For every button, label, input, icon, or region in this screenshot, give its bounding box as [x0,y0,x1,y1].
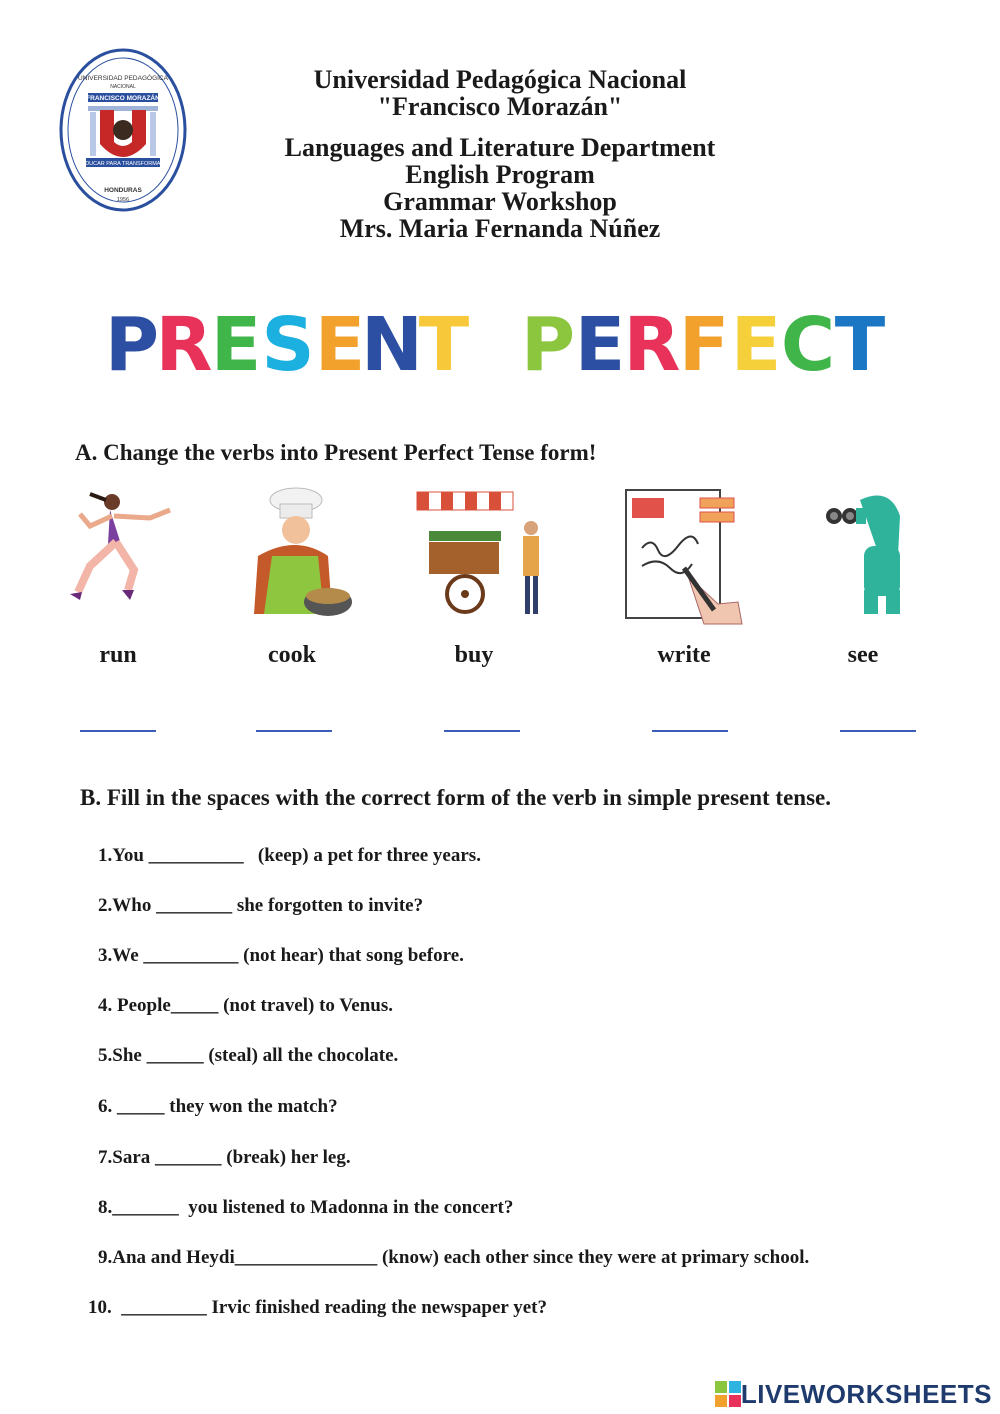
seal-name: FRANCISCO MORAZÁN [86,95,160,102]
header-line-department: Languages and Literature Department [284,133,716,162]
title-letter: R [155,302,213,388]
item-number: 10. [88,1297,112,1318]
title-letter: E [314,302,366,388]
verb-cook: cook [268,642,316,668]
title-letter: P [104,302,160,388]
exercise-item-8[interactable] [98,1197,513,1219]
item-number: 9. [98,1247,113,1268]
verb-see: see [847,642,879,668]
exercise-item-5[interactable] [98,1045,398,1067]
item-text: _______ you listened to Madonna in the concert? [112,1197,514,1218]
verb-buy: buy [454,642,494,668]
verb-run: run [99,642,137,668]
title-letter: S [261,302,315,388]
item-number: 6. [98,1096,113,1117]
seal-country: HONDURAS [104,187,142,194]
title-letter: N [361,302,423,388]
title-letter: R [623,302,681,388]
header-line-teacher: Mrs. Maria Fernanda Núñez [339,214,661,243]
item-text: Sara _______ (break) her leg. [112,1147,351,1168]
item-text: _____ they won the match? [112,1096,338,1117]
item-text: We __________ (not hear) that song before. [112,945,464,966]
header-line-name: "Francisco Morazán" [377,92,623,121]
present-perfect-title [100,300,900,390]
binoculars-figure-image [820,486,960,626]
answer-field-run[interactable] [80,730,156,732]
item-text: Who ________ she forgotten to invite? [112,895,424,916]
title-letter: E [730,302,782,388]
running-woman-image [50,486,190,626]
item-text: People_____ (not travel) to Venus. [112,995,394,1016]
item-number: 2. [98,895,113,916]
header-line-program: English Program [405,160,595,189]
seal-ring-text: UNIVERSIDAD PEDAGÓGICA [78,75,168,82]
title-letter: T [418,302,470,388]
item-text: Ana and Heydi_______________ (know) each other since they were at primary school. [112,1247,810,1268]
title-letter: T [834,302,886,388]
liveworksheets-text: LIVEWORKSHEETS [740,1378,992,1409]
section-a-heading: A. Change the verbs into Present Perfect Tense form! [75,440,597,465]
answer-field-cook[interactable] [256,730,332,732]
title-letter: F [678,302,730,388]
title-letter: E [574,302,626,388]
exercise-item-1[interactable] [98,845,481,867]
exercise-item-9[interactable] [98,1247,809,1269]
chef-cooking-image [228,486,368,626]
answer-field-see[interactable] [840,730,916,732]
exercise-item-4[interactable] [98,995,393,1017]
writing-document-image [618,486,758,626]
exercise-item-6[interactable] [98,1096,338,1118]
university-header [200,66,800,120]
seal-ring-sub: NACIONAL [110,84,136,90]
seal-year: 1956 [116,197,130,203]
item-number: 3. [98,945,113,966]
answer-field-write[interactable] [652,730,728,732]
section-b-heading: B. Fill in the spaces with the correct form of the verb in simple present tense. [80,785,832,810]
exercise-item-3[interactable] [98,945,464,967]
answer-field-buy[interactable] [444,730,520,732]
exercise-item-7[interactable] [98,1147,351,1169]
item-number: 5. [98,1045,113,1066]
item-number: 8. [98,1197,113,1218]
exercise-item-2[interactable] [98,895,423,917]
title-letter: E [210,302,262,388]
market-cart-image [415,486,555,626]
header-line-university: Universidad Pedagógica Nacional [313,65,687,94]
seal-motto: EDUCAR PARA TRANSFORMAR [81,161,165,167]
liveworksheets-logo [715,1378,992,1410]
item-number: 4. [98,995,113,1016]
item-number: 7. [98,1147,113,1168]
department-header [200,134,800,242]
university-seal-logo [58,46,188,214]
item-text: You __________ (keep) a pet for three years. [112,845,481,866]
exercise-item-10[interactable] [88,1297,547,1319]
verb-write: write [657,642,711,668]
item-number: 1. [98,845,113,866]
title-letter: C [780,302,836,388]
header-line-workshop: Grammar Workshop [383,187,617,216]
liveworksheets-icon [715,1381,741,1407]
item-text: She ______ (steal) all the chocolate. [112,1045,399,1066]
item-text: _________ Irvic finished reading the newspaper yet? [111,1297,547,1318]
title-letter: P [520,302,576,388]
